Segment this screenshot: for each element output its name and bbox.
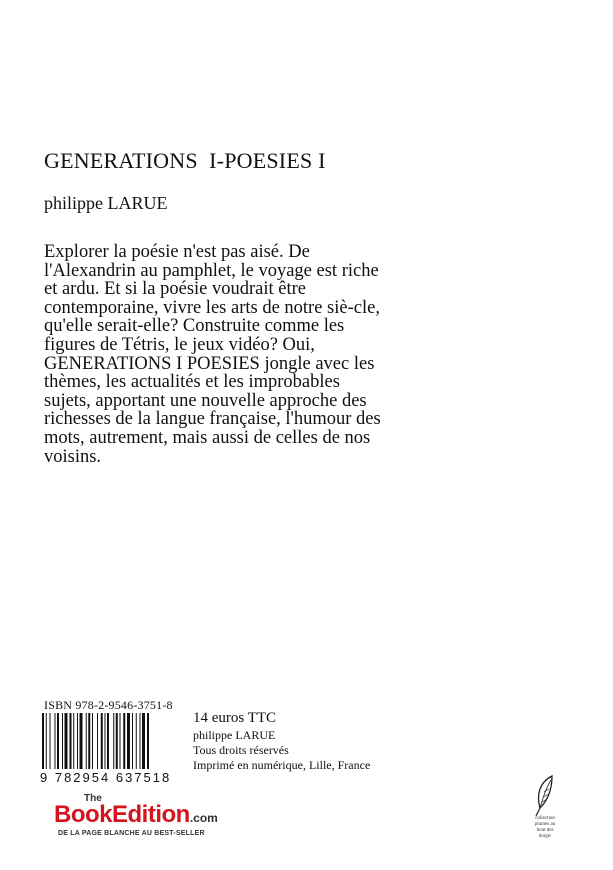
barcode-bars-icon <box>40 713 190 769</box>
blurb-line: richesses de la langue française, l'humour des <box>44 409 381 430</box>
blurb-line: qu'elle serait-elle? Construite comme les <box>44 316 345 337</box>
collection-line: collection <box>535 816 555 821</box>
collection-label <box>515 816 575 840</box>
collection-line: plumes au <box>534 822 556 827</box>
logo-tagline: DE LA PAGE BLANCHE AU BEST-SELLER <box>58 830 205 837</box>
author-name: philippe LARUE <box>44 193 168 213</box>
isbn-label: ISBN 978-2-9546-3751-8 <box>44 698 173 712</box>
collection-line: bout des <box>536 828 554 833</box>
blurb-line: Explorer la poésie n'est pas aisé. De <box>44 242 310 262</box>
logo-name: BookEdition <box>54 801 190 828</box>
barcode <box>40 713 190 769</box>
book-title: GENERATIONS I-POESIES I <box>44 148 326 173</box>
blurb-line: figures de Tétris, le jeux vidéo? Oui, <box>44 334 315 355</box>
logo-wordmark <box>54 801 218 829</box>
blurb-line: thèmes, les actualités et les improbables <box>44 372 340 393</box>
collection-line: doigts <box>538 834 552 839</box>
blurb-line: et ardu. Et si la poésie voudrait être <box>44 279 306 300</box>
bookedition-logo <box>44 793 254 843</box>
print-location: Imprimé en numérique, Lille, France <box>193 758 371 772</box>
price: 14 euros TTC <box>193 710 277 726</box>
blurb-line: l'Alexandrin au pamphlet, le voyage est riche <box>44 260 379 281</box>
blurb-line: sujets, apportant une nouvelle approche des <box>44 390 367 411</box>
blurb-line: voisins. <box>44 446 102 467</box>
logo-dotcom: .com <box>189 811 218 825</box>
blurb-line: mots, autrement, mais aussi de celles de nos <box>44 427 371 448</box>
logo-the: The <box>84 793 102 804</box>
back-cover-blurb <box>44 243 569 466</box>
rights-notice: Tous droits réservés <box>193 743 289 757</box>
feather-icon <box>522 772 570 820</box>
blurb-line: contemporaine, vivre les arts de notre siè-cle, <box>44 297 380 318</box>
barcode-digits: 9 782954 637518 <box>40 770 172 785</box>
blurb-line: GENERATIONS I POESIES jongle avec les <box>44 353 375 374</box>
publisher-author: philippe LARUE <box>193 728 276 742</box>
